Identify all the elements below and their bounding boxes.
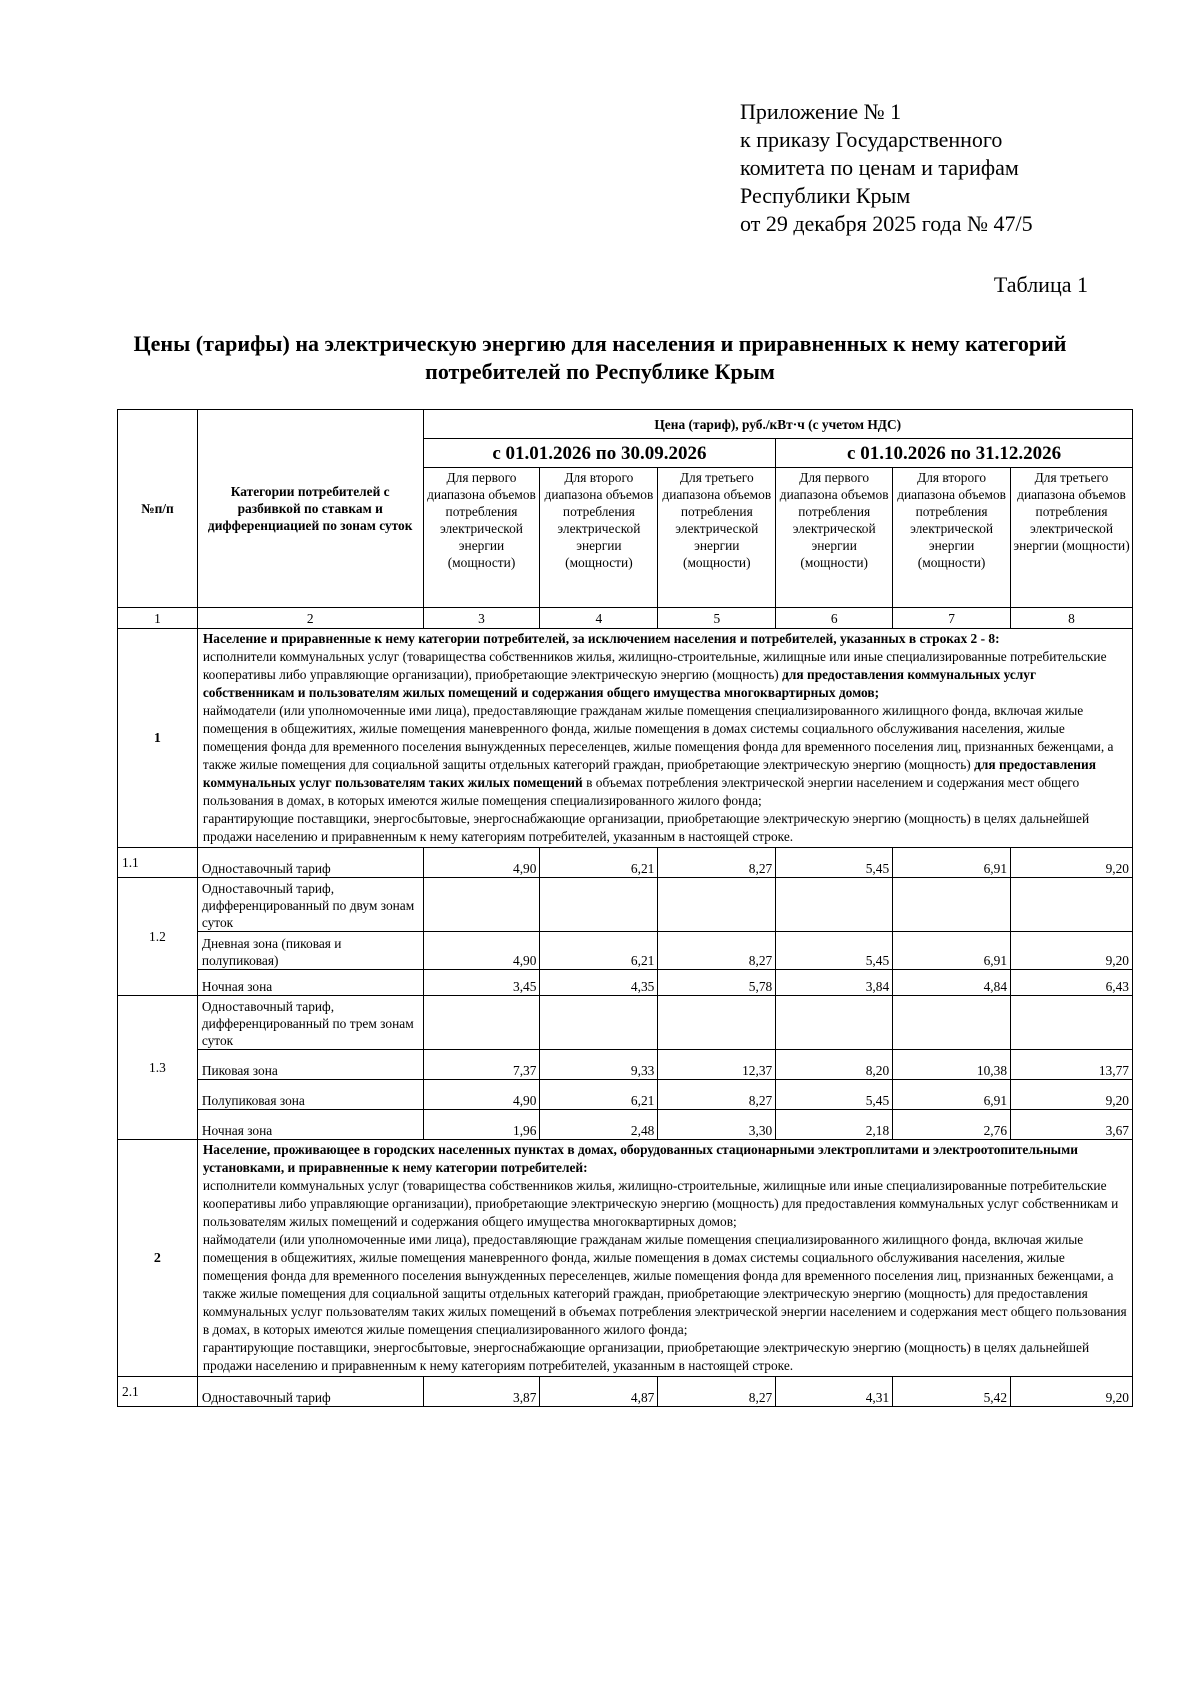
zone-label: Ночная зона [197,1110,423,1140]
tariff-value: 5,45 [776,848,893,878]
tariff-value: 6,21 [540,932,658,970]
appendix-line: от 29 декабря 2025 года № 47/5 [740,211,1033,236]
tariff-value: 5,45 [776,932,893,970]
header-range-3: Для третьего диапазона объемов потребления электрической энергии (мощности) [1011,468,1133,608]
section-description [197,1140,1132,1377]
appendix-line: Республики Крым [740,183,911,208]
header-period-2: с 01.10.2026 по 31.12.2026 [776,439,1133,468]
row-number: 1.3 [118,996,198,1140]
tariff-value: 4,87 [540,1377,658,1407]
row-label: Одноставочный тариф [197,1377,423,1407]
appendix-line: комитета по ценам и тарифам [740,155,1019,180]
tariff-value: 9,20 [1011,1377,1133,1407]
tariff-value: 13,77 [1011,1050,1133,1080]
tariff-value: 3,45 [423,970,540,996]
header-num: №п/п [118,410,198,608]
appendix-block [740,98,1033,238]
table-row [118,1110,1133,1140]
column-number-row [118,608,1133,629]
tariff-value: 2,48 [540,1110,658,1140]
column-number: 8 [1011,608,1133,629]
table-row [118,1050,1133,1080]
tariff-value: 10,38 [893,1050,1011,1080]
section-intro: Население, проживающее в городских населенных пунктах в домах, оборудованных стационарными электроплитами и электроотопительными установками, и приравненные к нему категории потребителей: [202,1142,1078,1175]
tariff-value: 3,84 [776,970,893,996]
tariff-value: 8,27 [658,1377,776,1407]
row-label: Одноставочный тариф [197,848,423,878]
section-number: 2 [118,1140,198,1377]
section-paragraph [203,702,1127,810]
tariff-value: 5,78 [658,970,776,996]
header-category: Категории потребителей с разбивкой по ставкам и дифференциацией по зонам суток [197,410,423,608]
zone-label: Дневная зона (пиковая и полупиковая) [197,932,423,970]
paragraph-text: исполнители коммунальных услуг (товарищества собственников жилья, жилищно-строительные, жилищные или иные специализированные потребительские кооперативы либо управляющие организации), приобретающие электрическую энергию (мощность) [202,649,1107,682]
appendix-line: к приказу Государственного [740,127,1003,152]
tariff-value: 9,20 [1011,1080,1133,1110]
table-row [118,932,1133,970]
header-period-1: с 01.01.2026 по 30.09.2026 [423,439,776,468]
tariff-value: 6,43 [1011,970,1133,996]
column-number: 1 [118,608,198,629]
tariff-value: 12,37 [658,1050,776,1080]
table-row [118,1080,1133,1110]
tariff-value: 6,21 [540,848,658,878]
header-range-2: Для второго диапазона объемов потребления электрической энергии (мощности) [540,468,658,608]
section-paragraph [203,648,1127,702]
table-row [118,996,1133,1050]
section-paragraph: наймодатели (или уполномоченные ими лица), предоставляющие гражданам жилые помещения специализированного жилищного фонда, включая жилые помещения в общежитиях, жилые помещения маневренного фонда, жилые помещения в домах системы социального обслуживания населения, жилые помещения фонда для временного поселения вынужденных переселенцев, жилые помещения фонда для временного поселения лиц, признанных беженцами, а также жилые помещения для социальной защиты отдельных категорий граждан, приобретающие электрическую энергию (мощность) для предоставления коммунальных услуг пользователям таких жилых помещений в объемах потребления электрической энергии населением и содержания мест общего пользования в домах, в которых имеются жилые помещения специализированного жилого фонда; [202,1232,1127,1337]
document-title: Цены (тарифы) на электрическую энергию для населения и приравненных к нему категорий потребителей по Республике Крым [133,331,1067,384]
column-number: 5 [658,608,776,629]
table-row [118,1377,1133,1407]
column-number: 4 [540,608,658,629]
header-range-1: Для первого диапазона объемов потребления электрической энергии (мощности) [776,468,893,608]
tariff-value: 6,91 [893,932,1011,970]
tariff-table [117,409,1133,1407]
paragraph-text: наймодатели (или уполномоченные ими лица), предоставляющие гражданам жилые помещения специализированного жилищного фонда, включая жилые помещения в общежитиях, жилые помещения маневренного фонда, жилые помещения в домах системы социального обслуживания населения, жилые помещения фонда для временного поселения вынужденных переселенцев, жилые помещения фонда для временного поселения лиц, признанных беженцами, а также жилые помещения для социальной защиты отдельных категорий граждан, приобретающие электрическую энергию (мощность) [202,703,1114,772]
tariff-value: 5,45 [776,1080,893,1110]
tariff-value: 9,20 [1011,848,1133,878]
table-row [118,848,1133,878]
tariff-value: 9,20 [1011,932,1133,970]
paragraph-bold-text: для предоставления коммунальных услуг собственникам и пользователям жилых помещений и содержания общего имущества многоквартирных домов; [202,667,1037,700]
section-paragraph: гарантирующие поставщики, энергосбытовые, энергоснабжающие организации, приобретающие электрическую энергию (мощность) в целях дальнейшей продажи населению и приравненным к нему категориям потребителей, указанным в настоящей строке. [202,1340,1090,1373]
tariff-value: 6,21 [540,1080,658,1110]
section-intro: Население и приравненные к нему категории потребителей, за исключением населения и потребителей, указанных в строках 2 - 8: [202,631,1000,646]
section-row [118,1140,1133,1377]
section-paragraph: гарантирующие поставщики, энергосбытовые, энергоснабжающие организации, приобретающие электрическую энергию (мощность) в целях дальнейшей продажи населению и приравненным к нему категориям потребителей, указанным в настоящей строке. [202,811,1090,844]
section-row [118,629,1133,848]
tariff-value: 8,27 [658,1080,776,1110]
tariff-value: 6,91 [893,848,1011,878]
paragraph-text: в объемах потребления электрической энергии населением и содержания мест общего пользования в домах, в которых имеются жилые помещения специализированного жилого фонда; [202,775,1080,808]
row-number: 1.1 [118,848,198,878]
header-range-3: Для третьего диапазона объемов потребления электрической энергии (мощности) [658,468,776,608]
tariff-value: 4,84 [893,970,1011,996]
section-description [197,629,1132,848]
zone-label: Полупиковая зона [197,1080,423,1110]
tariff-value: 1,96 [423,1110,540,1140]
row-number: 2.1 [118,1377,198,1407]
column-number: 3 [423,608,540,629]
tariff-value: 3,67 [1011,1110,1133,1140]
tariff-value: 3,30 [658,1110,776,1140]
row-label: Одноставочный тариф, дифференцированный по двум зонам суток [197,878,423,932]
tariff-value: 2,18 [776,1110,893,1140]
tariff-value: 8,20 [776,1050,893,1080]
tariff-value: 8,27 [658,932,776,970]
zone-label: Ночная зона [197,970,423,996]
tariff-value: 3,87 [423,1377,540,1407]
tariff-value: 6,91 [893,1080,1011,1110]
table-row [118,970,1133,996]
zone-label: Пиковая зона [197,1050,423,1080]
tariff-value: 4,31 [776,1377,893,1407]
header-range-1: Для первого диапазона объемов потребления электрической энергии (мощности) [423,468,540,608]
column-number: 2 [197,608,423,629]
section-paragraph: исполнители коммунальных услуг (товарищества собственников жилья, жилищно-строительные, жилищные или иные специализированные потребительские кооперативы либо управляющие организации), приобретающие электрическую энергию (мощность) для предоставления коммунальных услуг собственникам и пользователям жилых помещений и содержания общего имущества многоквартирных домов; [202,1178,1119,1229]
table-label: Таблица 1 [993,272,1088,297]
tariff-value: 7,37 [423,1050,540,1080]
section-number: 1 [118,629,198,848]
header-range-2: Для второго диапазона объемов потребления электрической энергии (мощности) [893,468,1011,608]
tariff-value: 2,76 [893,1110,1011,1140]
column-number: 6 [776,608,893,629]
paragraph-bold-text: для предоставления коммунальных услуг пользователям таких жилых помещений [202,757,1096,790]
row-number: 1.2 [118,878,198,996]
table-row [118,878,1133,932]
tariff-value: 9,33 [540,1050,658,1080]
header-price: Цена (тариф), руб./кВт·ч (с учетом НДС) [423,410,1132,439]
tariff-value: 5,42 [893,1377,1011,1407]
column-number: 7 [893,608,1011,629]
row-label: Одноставочный тариф, дифференцированный по трем зонам суток [197,996,423,1050]
tariff-value: 8,27 [658,848,776,878]
tariff-value: 4,90 [423,848,540,878]
appendix-line: Приложение № 1 [740,99,902,124]
tariff-value: 4,90 [423,932,540,970]
tariff-value: 4,35 [540,970,658,996]
tariff-value: 4,90 [423,1080,540,1110]
